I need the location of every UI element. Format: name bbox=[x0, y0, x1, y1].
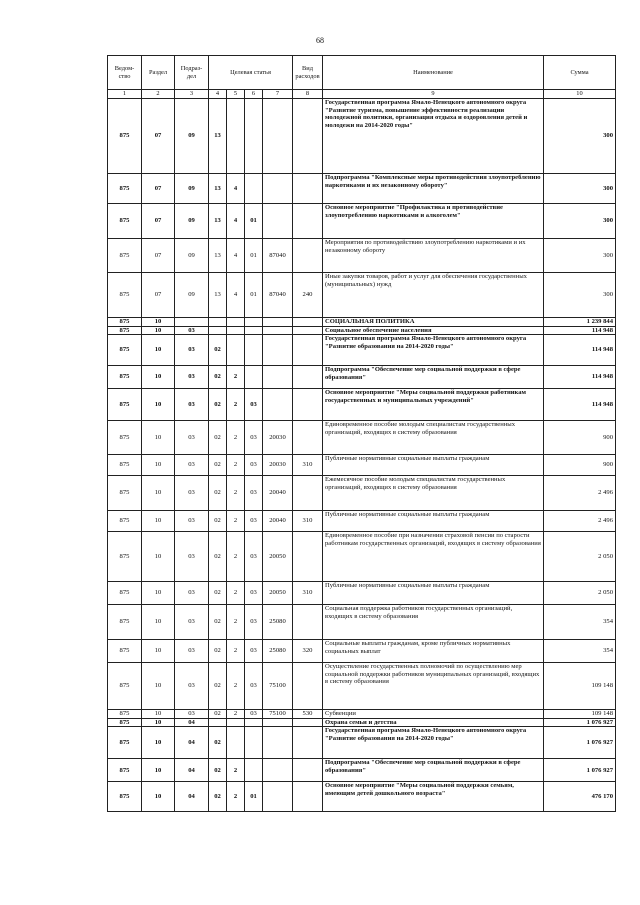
vedomstvo-cell: 875 bbox=[108, 326, 142, 335]
vedomstvo-cell: 875 bbox=[108, 640, 142, 663]
sum-cell: 114 948 bbox=[544, 335, 616, 366]
razdel-cell: 10 bbox=[142, 511, 175, 532]
vedomstvo-cell: 875 bbox=[108, 759, 142, 782]
target-1-cell: 02 bbox=[209, 759, 227, 782]
target-2-cell bbox=[227, 318, 245, 327]
razdel-cell: 10 bbox=[142, 759, 175, 782]
target-1-cell: 02 bbox=[209, 582, 227, 605]
razdel-cell: 07 bbox=[142, 99, 175, 174]
table-row bbox=[108, 99, 616, 174]
podrazdel-cell: 03 bbox=[175, 335, 209, 366]
table-row bbox=[108, 366, 616, 389]
name-cell: Подпрограмма "Комплексные меры противодействия злоупотреблению наркотиками и их незаконному обороту" bbox=[323, 174, 544, 204]
vedomstvo-cell: 875 bbox=[108, 99, 142, 174]
table-row bbox=[108, 605, 616, 640]
name-cell: Публичные нормативные социальные выплаты гражданам bbox=[323, 511, 544, 532]
vid-rashodov-cell: 310 bbox=[293, 455, 323, 476]
sum-cell: 354 bbox=[544, 640, 616, 663]
vedomstvo-cell: 875 bbox=[108, 273, 142, 318]
vid-rashodov-cell: 310 bbox=[293, 511, 323, 532]
target-1-cell: 02 bbox=[209, 663, 227, 710]
vid-rashodov-cell bbox=[293, 389, 323, 421]
razdel-cell: 10 bbox=[142, 335, 175, 366]
podrazdel-cell: 09 bbox=[175, 99, 209, 174]
page-number: 68 bbox=[316, 36, 324, 45]
sum-cell: 1 076 927 bbox=[544, 727, 616, 759]
header-razdel: Раздел bbox=[142, 56, 175, 90]
podrazdel-cell: 04 bbox=[175, 759, 209, 782]
target-4-cell: 20040 bbox=[263, 511, 293, 532]
vedomstvo-cell: 875 bbox=[108, 389, 142, 421]
vedomstvo-cell: 875 bbox=[108, 366, 142, 389]
table-row bbox=[108, 326, 616, 335]
column-number: 9 bbox=[323, 90, 544, 99]
podrazdel-cell: 09 bbox=[175, 239, 209, 273]
name-cell: Основное мероприятие "Меры социальной поддержки работникам государственных и муниципальных учреждений" bbox=[323, 389, 544, 421]
podrazdel-cell: 09 bbox=[175, 204, 209, 239]
target-2-cell: 2 bbox=[227, 640, 245, 663]
name-cell: СОЦИАЛЬНАЯ ПОЛИТИКА bbox=[323, 318, 544, 327]
razdel-cell: 10 bbox=[142, 582, 175, 605]
target-4-cell bbox=[263, 782, 293, 812]
target-1-cell: 02 bbox=[209, 389, 227, 421]
vedomstvo-cell: 875 bbox=[108, 663, 142, 710]
razdel-cell: 07 bbox=[142, 204, 175, 239]
podrazdel-cell: 03 bbox=[175, 532, 209, 582]
header-summa: Сумма bbox=[544, 56, 616, 90]
vedomstvo-cell: 875 bbox=[108, 455, 142, 476]
target-3-cell: 01 bbox=[245, 204, 263, 239]
podrazdel-cell: 03 bbox=[175, 663, 209, 710]
sum-cell: 114 948 bbox=[544, 326, 616, 335]
target-4-cell bbox=[263, 99, 293, 174]
vid-rashodov-cell bbox=[293, 204, 323, 239]
razdel-cell: 10 bbox=[142, 318, 175, 327]
sum-cell: 354 bbox=[544, 605, 616, 640]
podrazdel-cell: 03 bbox=[175, 511, 209, 532]
vid-rashodov-cell bbox=[293, 318, 323, 327]
name-cell: Государственная программа Ямало-Ненецкого автономного округа "Развитие образования на 2014-2020 годы" bbox=[323, 727, 544, 759]
sum-cell: 114 948 bbox=[544, 366, 616, 389]
header-vedomstvo: Ведом-ство bbox=[108, 56, 142, 90]
table-row bbox=[108, 239, 616, 273]
target-2-cell: 4 bbox=[227, 174, 245, 204]
table-row bbox=[108, 389, 616, 421]
target-4-cell bbox=[263, 727, 293, 759]
target-1-cell: 13 bbox=[209, 273, 227, 318]
target-2-cell: 2 bbox=[227, 476, 245, 511]
name-cell: Единовременное пособие при назначении страховой пенсии по старости работникам государственных организаций, входящих в систему образования bbox=[323, 532, 544, 582]
vid-rashodov-cell bbox=[293, 174, 323, 204]
vid-rashodov-cell bbox=[293, 335, 323, 366]
target-1-cell: 02 bbox=[209, 455, 227, 476]
target-1-cell: 02 bbox=[209, 366, 227, 389]
vedomstvo-cell: 875 bbox=[108, 476, 142, 511]
target-4-cell bbox=[263, 759, 293, 782]
vid-rashodov-cell bbox=[293, 239, 323, 273]
vedomstvo-cell: 875 bbox=[108, 421, 142, 455]
razdel-cell: 10 bbox=[142, 389, 175, 421]
podrazdel-cell: 03 bbox=[175, 476, 209, 511]
header-naimenovanie: Наименование bbox=[323, 56, 544, 90]
sum-cell: 900 bbox=[544, 421, 616, 455]
header-vid-rashodov: Вид расходов bbox=[293, 56, 323, 90]
name-cell: Публичные нормативные социальные выплаты гражданам bbox=[323, 455, 544, 476]
table-row bbox=[108, 174, 616, 204]
target-1-cell: 02 bbox=[209, 710, 227, 719]
target-1-cell: 02 bbox=[209, 640, 227, 663]
podrazdel-cell: 09 bbox=[175, 273, 209, 318]
target-3-cell bbox=[245, 318, 263, 327]
podrazdel-cell: 04 bbox=[175, 727, 209, 759]
target-1-cell bbox=[209, 718, 227, 727]
podrazdel-cell: 03 bbox=[175, 605, 209, 640]
target-4-cell: 87040 bbox=[263, 273, 293, 318]
target-2-cell: 2 bbox=[227, 663, 245, 710]
table-row bbox=[108, 582, 616, 605]
target-2-cell: 4 bbox=[227, 273, 245, 318]
target-2-cell: 2 bbox=[227, 759, 245, 782]
target-4-cell: 25080 bbox=[263, 605, 293, 640]
sum-cell: 476 170 bbox=[544, 782, 616, 812]
target-3-cell: 03 bbox=[245, 640, 263, 663]
razdel-cell: 10 bbox=[142, 605, 175, 640]
target-1-cell: 02 bbox=[209, 476, 227, 511]
podrazdel-cell: 04 bbox=[175, 782, 209, 812]
vid-rashodov-cell bbox=[293, 605, 323, 640]
podrazdel-cell: 03 bbox=[175, 455, 209, 476]
target-3-cell: 03 bbox=[245, 511, 263, 532]
target-1-cell: 13 bbox=[209, 239, 227, 273]
vedomstvo-cell: 875 bbox=[108, 582, 142, 605]
podrazdel-cell: 03 bbox=[175, 389, 209, 421]
table-row bbox=[108, 455, 616, 476]
target-4-cell: 20050 bbox=[263, 532, 293, 582]
vedomstvo-cell: 875 bbox=[108, 605, 142, 640]
target-3-cell bbox=[245, 326, 263, 335]
name-cell: Социальное обеспечение населения bbox=[323, 326, 544, 335]
budget-table bbox=[107, 55, 616, 812]
target-2-cell bbox=[227, 727, 245, 759]
razdel-cell: 10 bbox=[142, 782, 175, 812]
column-number: 2 bbox=[142, 90, 175, 99]
name-cell: Основное мероприятие "Профилактика и противодействие злоупотреблению наркотиками и алкоголем" bbox=[323, 204, 544, 239]
target-3-cell: 01 bbox=[245, 239, 263, 273]
vedomstvo-cell: 875 bbox=[108, 174, 142, 204]
table-body bbox=[108, 99, 616, 812]
podrazdel-cell: 03 bbox=[175, 710, 209, 719]
target-3-cell bbox=[245, 759, 263, 782]
target-2-cell bbox=[227, 326, 245, 335]
razdel-cell: 10 bbox=[142, 326, 175, 335]
target-4-cell bbox=[263, 174, 293, 204]
target-4-cell bbox=[263, 204, 293, 239]
column-number: 6 bbox=[245, 90, 263, 99]
razdel-cell: 10 bbox=[142, 366, 175, 389]
sum-cell: 300 bbox=[544, 174, 616, 204]
vid-rashodov-cell bbox=[293, 663, 323, 710]
name-cell: Государственная программа Ямало-Ненецкого автономного округа "Развитие образования на 2014-2020 годы" bbox=[323, 335, 544, 366]
podrazdel-cell: 09 bbox=[175, 174, 209, 204]
target-2-cell: 2 bbox=[227, 532, 245, 582]
target-1-cell: 13 bbox=[209, 99, 227, 174]
target-4-cell bbox=[263, 389, 293, 421]
target-4-cell: 20050 bbox=[263, 582, 293, 605]
target-2-cell: 2 bbox=[227, 582, 245, 605]
vedomstvo-cell: 875 bbox=[108, 511, 142, 532]
vedomstvo-cell: 875 bbox=[108, 335, 142, 366]
target-3-cell bbox=[245, 727, 263, 759]
target-3-cell: 03 bbox=[245, 605, 263, 640]
name-cell: Иные закупки товаров, работ и услуг для обеспечения государственных (муниципальных) нужд bbox=[323, 273, 544, 318]
target-3-cell: 03 bbox=[245, 582, 263, 605]
target-3-cell: 03 bbox=[245, 476, 263, 511]
sum-cell: 900 bbox=[544, 455, 616, 476]
target-1-cell: 02 bbox=[209, 782, 227, 812]
podrazdel-cell: 03 bbox=[175, 421, 209, 455]
table-row bbox=[108, 782, 616, 812]
target-2-cell bbox=[227, 335, 245, 366]
target-1-cell: 02 bbox=[209, 727, 227, 759]
razdel-cell: 10 bbox=[142, 718, 175, 727]
target-1-cell: 02 bbox=[209, 421, 227, 455]
razdel-cell: 10 bbox=[142, 455, 175, 476]
column-number: 3 bbox=[175, 90, 209, 99]
name-cell: Единовременное пособие молодым специалистам государственных организаций, входящих в систему образования bbox=[323, 421, 544, 455]
table-row bbox=[108, 318, 616, 327]
column-number: 4 bbox=[209, 90, 227, 99]
table-row bbox=[108, 718, 616, 727]
target-2-cell: 2 bbox=[227, 421, 245, 455]
vid-rashodov-cell bbox=[293, 366, 323, 389]
vid-rashodov-cell bbox=[293, 421, 323, 455]
target-2-cell: 2 bbox=[227, 511, 245, 532]
sum-cell: 300 bbox=[544, 204, 616, 239]
vedomstvo-cell: 875 bbox=[108, 718, 142, 727]
sum-cell: 300 bbox=[544, 273, 616, 318]
name-cell: Подпрограмма "Обеспечение мер социальной поддержки в сфере образования" bbox=[323, 759, 544, 782]
target-1-cell: 02 bbox=[209, 605, 227, 640]
podrazdel-cell: 03 bbox=[175, 326, 209, 335]
target-1-cell bbox=[209, 326, 227, 335]
table-row bbox=[108, 663, 616, 710]
name-cell: Социальные выплаты гражданам, кроме публичных нормативных социальных выплат bbox=[323, 640, 544, 663]
name-cell: Ежемесячное пособие молодым специалистам государственных организаций, входящих в систему образования bbox=[323, 476, 544, 511]
target-2-cell bbox=[227, 99, 245, 174]
target-3-cell bbox=[245, 174, 263, 204]
name-cell: Государственная программа Ямало-Ненецкого автономного округа "Развитие туризма, повышение эффективности реализации молодежной политики, организация отдыха и оздоровления детей и молодежи на 2014-2020 годы" bbox=[323, 99, 544, 174]
target-1-cell bbox=[209, 318, 227, 327]
table-row bbox=[108, 335, 616, 366]
name-cell: Основное мероприятие "Меры социальной поддержки семьям, имеющим детей дошкольного возраста" bbox=[323, 782, 544, 812]
vid-rashodov-cell bbox=[293, 532, 323, 582]
target-3-cell: 03 bbox=[245, 389, 263, 421]
target-1-cell: 13 bbox=[209, 204, 227, 239]
column-number: 7 bbox=[263, 90, 293, 99]
target-4-cell: 87040 bbox=[263, 239, 293, 273]
table-row bbox=[108, 727, 616, 759]
target-4-cell: 25080 bbox=[263, 640, 293, 663]
table-row bbox=[108, 640, 616, 663]
vid-rashodov-cell bbox=[293, 727, 323, 759]
podrazdel-cell: 03 bbox=[175, 366, 209, 389]
razdel-cell: 10 bbox=[142, 476, 175, 511]
name-cell: Субвенции bbox=[323, 710, 544, 719]
vid-rashodov-cell: 310 bbox=[293, 582, 323, 605]
sum-cell: 2 050 bbox=[544, 532, 616, 582]
target-4-cell bbox=[263, 366, 293, 389]
target-4-cell: 20040 bbox=[263, 476, 293, 511]
target-1-cell: 13 bbox=[209, 174, 227, 204]
target-3-cell: 03 bbox=[245, 532, 263, 582]
sum-cell: 1 239 844 bbox=[544, 318, 616, 327]
target-3-cell: 03 bbox=[245, 421, 263, 455]
target-3-cell bbox=[245, 366, 263, 389]
column-number-row bbox=[108, 90, 616, 99]
vid-rashodov-cell bbox=[293, 326, 323, 335]
column-number: 10 bbox=[544, 90, 616, 99]
target-3-cell bbox=[245, 335, 263, 366]
sum-cell: 1 076 927 bbox=[544, 718, 616, 727]
sum-cell: 2 050 bbox=[544, 582, 616, 605]
razdel-cell: 10 bbox=[142, 710, 175, 719]
sum-cell: 1 076 927 bbox=[544, 759, 616, 782]
vid-rashodov-cell bbox=[293, 759, 323, 782]
sum-cell: 2 496 bbox=[544, 511, 616, 532]
name-cell: Подпрограмма "Обеспечение мер социальной поддержки в сфере образования" bbox=[323, 366, 544, 389]
vid-rashodov-cell: 320 bbox=[293, 640, 323, 663]
table-row bbox=[108, 532, 616, 582]
target-3-cell: 03 bbox=[245, 455, 263, 476]
target-3-cell bbox=[245, 718, 263, 727]
name-cell: Осуществление государственных полномочий по осуществлению мер социальной поддержки работников муниципальных организаций, входящих в систему образования bbox=[323, 663, 544, 710]
razdel-cell: 10 bbox=[142, 727, 175, 759]
name-cell: Охрана семьи и детства bbox=[323, 718, 544, 727]
header-row bbox=[108, 56, 616, 90]
razdel-cell: 07 bbox=[142, 273, 175, 318]
table-row bbox=[108, 476, 616, 511]
target-2-cell: 2 bbox=[227, 366, 245, 389]
sum-cell: 109 148 bbox=[544, 710, 616, 719]
vedomstvo-cell: 875 bbox=[108, 727, 142, 759]
podrazdel-cell: 04 bbox=[175, 718, 209, 727]
table-row bbox=[108, 710, 616, 719]
header-podrazdel: Подраз-дел bbox=[175, 56, 209, 90]
podrazdel-cell: 03 bbox=[175, 640, 209, 663]
table-row bbox=[108, 759, 616, 782]
target-2-cell: 2 bbox=[227, 782, 245, 812]
sum-cell: 109 148 bbox=[544, 663, 616, 710]
vedomstvo-cell: 875 bbox=[108, 204, 142, 239]
target-2-cell: 2 bbox=[227, 710, 245, 719]
target-2-cell: 2 bbox=[227, 455, 245, 476]
sum-cell: 114 948 bbox=[544, 389, 616, 421]
target-2-cell: 2 bbox=[227, 389, 245, 421]
razdel-cell: 10 bbox=[142, 640, 175, 663]
target-4-cell bbox=[263, 326, 293, 335]
razdel-cell: 10 bbox=[142, 421, 175, 455]
name-cell: Публичные нормативные социальные выплаты гражданам bbox=[323, 582, 544, 605]
vid-rashodov-cell bbox=[293, 718, 323, 727]
vid-rashodov-cell bbox=[293, 476, 323, 511]
target-2-cell bbox=[227, 718, 245, 727]
table-row bbox=[108, 511, 616, 532]
vid-rashodov-cell bbox=[293, 782, 323, 812]
target-1-cell: 02 bbox=[209, 532, 227, 582]
table-row bbox=[108, 273, 616, 318]
razdel-cell: 10 bbox=[142, 532, 175, 582]
razdel-cell: 07 bbox=[142, 174, 175, 204]
target-3-cell: 03 bbox=[245, 663, 263, 710]
target-3-cell: 03 bbox=[245, 710, 263, 719]
sum-cell: 2 496 bbox=[544, 476, 616, 511]
razdel-cell: 10 bbox=[142, 663, 175, 710]
target-1-cell: 02 bbox=[209, 335, 227, 366]
target-2-cell: 4 bbox=[227, 204, 245, 239]
target-4-cell: 20030 bbox=[263, 421, 293, 455]
target-3-cell: 01 bbox=[245, 273, 263, 318]
podrazdel-cell: 03 bbox=[175, 582, 209, 605]
target-4-cell bbox=[263, 318, 293, 327]
target-4-cell: 75100 bbox=[263, 710, 293, 719]
target-4-cell: 20030 bbox=[263, 455, 293, 476]
vedomstvo-cell: 875 bbox=[108, 710, 142, 719]
column-number: 8 bbox=[293, 90, 323, 99]
vedomstvo-cell: 875 bbox=[108, 318, 142, 327]
table-row bbox=[108, 421, 616, 455]
sum-cell: 300 bbox=[544, 99, 616, 174]
target-3-cell bbox=[245, 99, 263, 174]
vid-rashodov-cell: 240 bbox=[293, 273, 323, 318]
razdel-cell: 07 bbox=[142, 239, 175, 273]
vid-rashodov-cell bbox=[293, 99, 323, 174]
table-row bbox=[108, 204, 616, 239]
name-cell: Мероприятия по противодействию злоупотреблению наркотиками и их незаконному обороту bbox=[323, 239, 544, 273]
sum-cell: 300 bbox=[544, 239, 616, 273]
target-2-cell: 2 bbox=[227, 605, 245, 640]
vedomstvo-cell: 875 bbox=[108, 532, 142, 582]
target-4-cell bbox=[263, 718, 293, 727]
target-4-cell: 75100 bbox=[263, 663, 293, 710]
target-4-cell bbox=[263, 335, 293, 366]
podrazdel-cell bbox=[175, 318, 209, 327]
header-celevaya-statya: Целевая статья bbox=[209, 56, 293, 90]
target-2-cell: 4 bbox=[227, 239, 245, 273]
vedomstvo-cell: 875 bbox=[108, 239, 142, 273]
vedomstvo-cell: 875 bbox=[108, 782, 142, 812]
vid-rashodov-cell: 530 bbox=[293, 710, 323, 719]
target-1-cell: 02 bbox=[209, 511, 227, 532]
name-cell: Социальная поддержка работников государственных организаций, входящих в систему образования bbox=[323, 605, 544, 640]
target-3-cell: 01 bbox=[245, 782, 263, 812]
column-number: 1 bbox=[108, 90, 142, 99]
column-number: 5 bbox=[227, 90, 245, 99]
